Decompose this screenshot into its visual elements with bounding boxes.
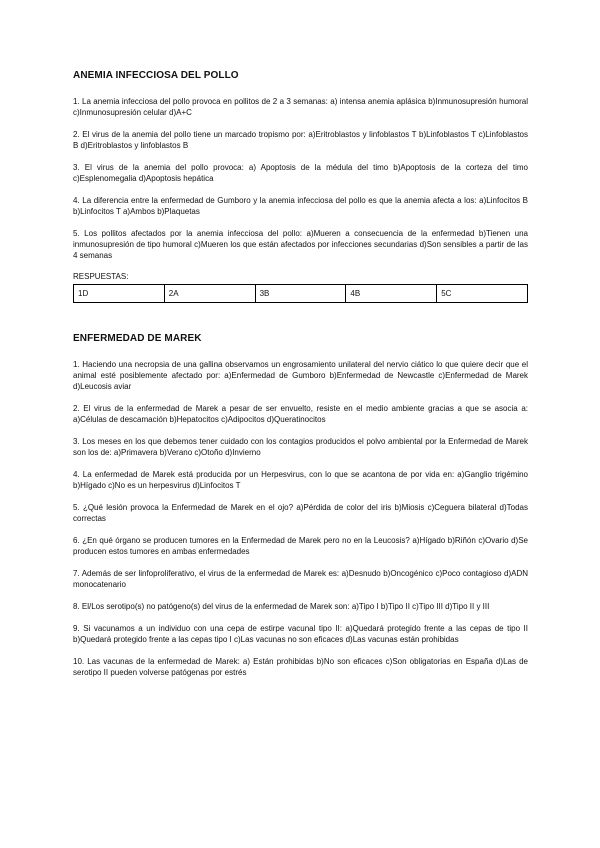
marek-section: [73, 333, 528, 678]
anemia-question-2: 2. El virus de la anemia del pollo tiene un marcado tropismo por: a)Eritroblastos y linfoblastos T b)Linfoblastos T c)Linfoblastos B d)Eritroblastos y linfoblastos B: [73, 130, 528, 150]
answer-cell-1: 1D: [74, 285, 165, 303]
marek-question-6: 6. ¿En qué órgano se producen tumores en la Enfermedad de Marek pero no en la Leucosis? a)Hígado b)Riñón c)Ovario d)Se producen estos tumores en ambas enfermedades: [73, 536, 528, 556]
marek-question-4: 4. La enfermedad de Marek está producida por un Herpesvirus, con lo que se acantona de por vida en: a)Ganglio trigémino b)Hígado c)No es un herpesvirus d)Linfocitos T: [73, 470, 528, 490]
marek-question-10: 10. Las vacunas de la enfermedad de Marek: a) Están prohibidas b)No son eficaces c)Son obligatorias en España d)Las de serotipo II pueden volverse patógenas por estrés: [73, 657, 528, 677]
answer-cell-3: 3B: [255, 285, 346, 303]
answer-cell-4: 4B: [346, 285, 437, 303]
anemia-question-5: 5. Los pollitos afectados por la anemia infecciosa del pollo: a)Mueren a consecuencia de la enfermedad b)Tienen una inmunosupresión de tipo humoral c)Mueren los que están afectados por infecciones secundarias d)Son sensibles a partir de las 4 semanas: [73, 229, 528, 260]
answer-cell-5: 5C: [437, 285, 528, 303]
section-title-marek: ENFERMEDAD DE MAREK: [73, 333, 202, 344]
marek-question-5: 5. ¿Qué lesión provoca la Enfermedad de Marek en el ojo? a)Pérdida de color del iris b)Miosis c)Ceguera bilateral d)Todas correctas: [73, 503, 528, 523]
marek-question-8: 8. El/Los serotipo(s) no patógeno(s) del virus de la enfermedad de Marek son: a)Tipo I b)Tipo II c)Tipo III d)Tipo II y III: [73, 602, 490, 611]
answers-table: [73, 284, 528, 303]
answers-label: RESPUESTAS:: [73, 272, 129, 281]
anemia-question-1: 1. La anemia infecciosa del pollo provoca en pollitos de 2 a 3 semanas: a) intensa anemia aplásica b)Inmunosupresión humoral c)Inmunosupresión celular d)A+C: [73, 97, 528, 117]
answer-cell-2: 2A: [164, 285, 255, 303]
section-title-anemia: ANEMIA INFECCIOSA DEL POLLO: [73, 70, 239, 81]
marek-question-2: 2. El virus de la enfermedad de Marek a pesar de ser envuelto, resiste en el medio ambiente gracias a que se asocia a: a)Células de descamación b)Hepatocitos c)Adipocitos d)Queratinocitos: [73, 404, 528, 424]
anemia-question-4: 4. La diferencia entre la enfermedad de Gumboro y la anemia infecciosa del pollo es que la anemia afecta a los: a)Linfocitos B b)Linfocitos T a)Ambos b)Plaquetas: [73, 196, 528, 216]
answers-row: [74, 285, 528, 303]
marek-question-9: 9. Si vacunamos a un individuo con una cepa de estirpe vacunal tipo II: a)Quedará protegido frente a las cepas de tipo II b)Quedará protegido frente a las cepas tipo I c)Las vacunas no son eficaces d)Las vacunas están prohibidas: [73, 624, 528, 644]
anemia-question-3: 3. El virus de la anemia del pollo provoca: a) Apoptosis de la médula del timo b)Apoptosis de la corteza del timo c)Esplenomegalia d)Apoptosis hepática: [73, 163, 528, 183]
marek-question-3: 3. Los meses en los que debemos tener cuidado con los contagios producidos el polvo ambiental por la Enfermedad de Marek son los de: a)Primavera b)Verano c)Otoño d)Invierno: [73, 437, 528, 457]
marek-question-1: 1. Haciendo una necropsia de una gallina observamos un engrosamiento unilateral del nervio ciático lo que quiere decir que el animal esté posiblemente afectado por: a)Enfermedad de Gumboro b)Enfermedad de Newcastle c)Enfermedad de Marek d)Leucosis aviar: [73, 360, 528, 391]
marek-question-7: 7. Además de ser linfoproliferativo, el virus de la enfermedad de Marek es: a)Desnudo b)Oncogénico c)Poco contagioso d)ADN monocatenario: [73, 569, 528, 589]
